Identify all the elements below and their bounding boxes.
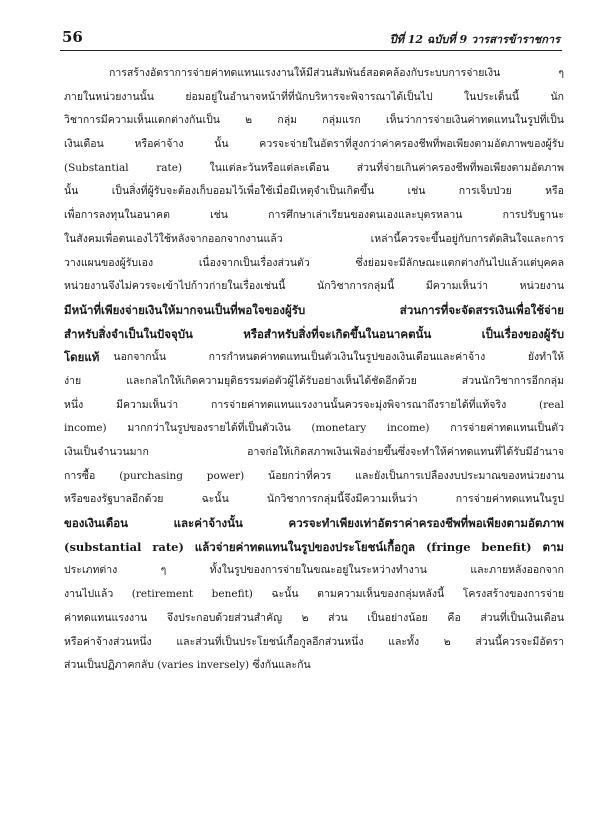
text-line: ประเภทต่าง ๆ ทั้งในรูปของการจ่ายในขณะอยู่ในระหว่างทำงาน และภายหลังออกจาก	[64, 564, 564, 577]
bold-text-line: (substantial rate) แล้วจ่ายค่าทดแทนในรูปของประโยชน์เกื้อกูล (fringe benefit) ตาม	[64, 539, 564, 554]
text-line: วางแผนของผู้รับเอง เนื่องจากเป็นเรื่องส่วนตัว ซึ่งย่อมจะมีลักษณะแตกต่างกันไปแล้วแต่บุคคล	[64, 256, 564, 269]
text-line: (Substantial rate) ในแต่ละวันหรือแต่ละเดือน ส่วนที่จ่ายเกินค่าครองชีพที่พอเพียงตามอัตภาพ	[64, 161, 564, 174]
text-line: เงินเป็นจำนวนมาก อาจก่อให้เกิดสภาพเงินเฟ้อง่ายขึ้นซึ่งจะทำให้ค่าทดแทนที่ได้รับมีอำนาจ	[64, 446, 564, 458]
text-line: หนึ่ง มีความเห็นว่า การจ่ายค่าทดแทนแรงงานนั้นควรจะมุ่งพิจารณาถึงรายได้ที่แท้จริง (real	[64, 398, 564, 411]
page-header	[62, 28, 560, 52]
text-line: วิชาการมีความเห็นแตกต่างกันเป็น ๒ กลุ่ม กลุ่มแรก เห็นว่าการจ่ายเงินค่าทดแทนในรูปที่เป็น	[64, 114, 564, 127]
text-line: income) มากกว่าในรูปของรายได้ที่เป็นตัวเงิน (monetary income) การจ่ายค่าทดแทนเป็นตัว	[64, 422, 564, 435]
bold-phrase: โดยแท้	[64, 350, 100, 365]
bold-text-line: ของเงินเดือน และค่าจ้างนั้น ควรจะทำเพียงเท่าอัตราค่าครองชีพที่พอเพียงตามอัตภาพ	[64, 516, 564, 531]
mixed-text-line	[64, 346, 564, 370]
text-line: ค่าทดแทนแรงงาน จึงประกอบด้วยส่วนสำคัญ ๒ ส่วน เป็นอย่างน้อย คือ ส่วนที่เป็นเงินเดือน	[64, 611, 564, 624]
text-line: การสร้างอัตราการจ่ายค่าทดแทนแรงงานให้มีส่วนสัมพันธ์สอดคล้องกับระบบการจ่ายเงิน ๆ	[109, 67, 564, 79]
text-line: เงินเดือน หรือค่าจ้าง นั้น ควรจะจ่ายในอัตราที่สูงกว่าค่าครองชีพที่พอเพียงตามอัตภาพของผู้รับ	[64, 138, 564, 151]
text-line: หรือค่าจ้างส่วนหนึ่ง และส่วนที่เป็นประโยชน์เกื้อกูลอีกส่วนหนึ่ง และทั้ง ๒ ส่วนนี้ควรจะมีอัตรา	[64, 635, 564, 648]
text-line: ภายในหน่วยงานนั้น ย่อมอยู่ในอำนาจหน้าที่ที่นักบริหารจะพิจารณาได้เป็นไป ในประเด็นนี้ นัก	[64, 90, 564, 103]
page-number: 56	[62, 28, 83, 46]
bold-text-line: สำหรับสิ่งจำเป็นในปัจจุบัน หรือสำหรับสิ่งที่จะเกิดขึ้นในอนาคตนั้น เป็นเรื่องของผู้รับ	[64, 326, 564, 341]
text-line: งานไปแล้ว (retirement benefit) ฉะนั้น ตามความเห็นของกลุ่มหลังนี้ โครงสร้างของการจ่าย	[64, 588, 564, 601]
text-line: หน่วยงานจึงไม่ควรจะเข้าไปก้าวก่ายในเรื่องเช่นนี้ นักวิชาการกลุ่มนี้ มีความเห็นว่า หน่วยงาน	[64, 280, 564, 293]
bold-text-line: มีหน้าที่เพียงจ่ายเงินให้มากจนเป็นที่พอใจของผู้รับ ส่วนการที่จะจัดสรรเงินเพื่อใช้จ่าย	[64, 302, 564, 317]
text-line: หรือของรัฐบาลอีกด้วย ฉะนั้น นักวิชาการกลุ่มนี้จึงมีความเห็นว่า การจ่ายค่าทดแทนในรูป	[64, 493, 564, 506]
text-line: เพื่อการลงทุนในอนาคต เช่น การศึกษาเล่าเรียนของตนเองและบุตรหลาน การปรับฐานะ	[64, 209, 564, 222]
body-text	[64, 62, 564, 678]
running-head: ปีที่ 12 ฉบับที่ 9 วารสารข้าราชการ	[389, 33, 560, 46]
text-phrase: นอกจากนั้น การกำหนดค่าทดแทนเป็นตัวเงินในรูปของเงินเดือนและค่าจ้าง ยังทำให้	[113, 351, 564, 364]
text-line: ส่วนเป็นปฏิภาคกลับ (varies inversely) ซึ่งกันและกัน	[64, 659, 311, 672]
text-line: นั้น เป็นสิ่งที่ผู้รับจะต้องเก็บออมไว้เพื่อใช้เมื่อมีเหตุจำเป็นเกิดขึ้น เช่น การเจ็บป่วย หรือ	[64, 185, 564, 198]
text-line: ง่าย และกลไกให้เกิดความยุติธรรมต่อตัวผู้ได้รับอย่างเห็นได้ชัดอีกด้วย ส่วนนักวิชาการอีกกลุ่ม	[64, 374, 564, 387]
header-rule	[60, 50, 562, 51]
text-line: การซื้อ (purchasing power) น้อยกว่าที่ควร และยังเป็นการเปลืองงบประมาณของหน่วยงาน	[64, 469, 564, 482]
text-line: ในสังคมเพื่อตนเองไว้ใช้หลังจากออกจากงานแล้ว เหล่านี้ควรจะขึ้นอยู่กับการตัดสินใจและการ	[64, 232, 564, 245]
